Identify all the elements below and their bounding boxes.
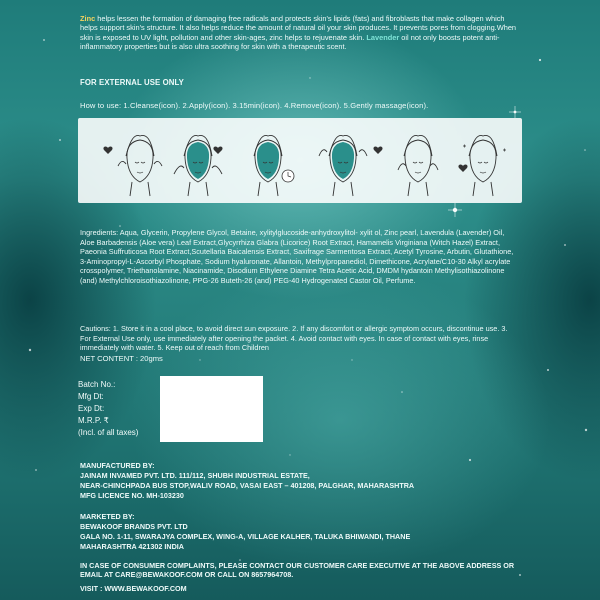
website-link[interactable]: VISIT : WWW.BEWAKOOF.COM	[80, 584, 187, 593]
steps-illustration	[78, 118, 522, 203]
how-to-use-label: How to use: 1.Cleanse(icon). 2.Apply(icon). 3.15min(icon). 4.Remove(icon). 5.Gently massage(icon).	[80, 101, 429, 110]
zinc-description: helps lessen the formation of damaging free radicals and protects skin's lipids (fats) and fibroblasts that make collagen which helps support skin's structure. It also helps reduce the amount of natural oil your skin produces. It prevents pores from clogging.When skin is exposed to UV light, pollution and other skin-ages, zinc helps to rejuvenate skin.	[80, 14, 517, 42]
marketer-address-line: GALA NO. 1-11, SWARAJYA COMPLEX, WING-A, VILLAGE KALHER, TALUKA BHIWANDI, THANE	[80, 532, 411, 541]
zinc-highlight: Zinc	[80, 14, 96, 23]
consumer-complaints-text: IN CASE OF CONSUMER COMPLAINTS, PLEASE CONTACT OUR CUSTOMER CARE EXECUTIVE AT THE ABOVE ADDRESS OR EMAIL AT CARE@BEWAKOOF.COM OR CALL ON 8657964708.	[80, 561, 515, 580]
how-to-use-illustration	[78, 118, 522, 203]
manufactured-by-title: MANUFACTURED BY:	[80, 461, 155, 470]
manufacturer-address-line: NEAR-CHINCHPADA BUS STOP,WALIV ROAD, VASAI EAST – 401208, PALGHAR, MAHARASHTRA	[80, 481, 415, 490]
intro-paragraph	[80, 14, 520, 52]
glowing-skin-icon	[463, 135, 506, 196]
lavender-description: oil not only boosts potent anti-inflammatory properties but is also ultra soothing for skin with a therapeutic scent.	[80, 32, 500, 52]
lavender-highlight: Lavender	[366, 32, 400, 42]
batch-number-label: Batch No.:	[78, 380, 116, 389]
marketed-by-title: MARKETED BY:	[80, 512, 135, 521]
marketer-address-line: MAHARASHTRA 421302 INDIA	[80, 542, 184, 551]
wait-15min-step-icon	[254, 135, 294, 196]
net-content: NET CONTENT : 20gms	[80, 354, 163, 363]
heart-icon	[373, 147, 382, 154]
cleanse-step-icon	[118, 135, 162, 196]
heart-icon	[103, 147, 112, 154]
exp-date-label: Exp Dt:	[78, 404, 105, 413]
taxes-note: (Incl. of all taxes)	[78, 428, 139, 437]
mfg-date-label: Mfg Dt:	[78, 392, 104, 401]
heart-icon	[213, 147, 222, 154]
manufacturer-licence: MFG LICENCE NO. MH-103230	[80, 491, 184, 500]
heart-icon	[458, 165, 467, 172]
remove-step-icon	[319, 135, 367, 196]
apply-step-icon	[174, 135, 222, 196]
cautions-text: Cautions: 1. Store it in a cool place, to avoid direct sun exposure. 2. If any discomfort or allergic symptom occurs, discontinue use. 3. For External Use only, use immediately after opening the packet. 4. Avoid contact with eyes. In case of contact with eyes, rinse immediately with water. 5. Keep out of reach from Children	[80, 324, 508, 353]
massage-step-icon	[398, 135, 438, 196]
batch-sticker-box	[160, 376, 263, 442]
marketer-name: BEWAKOOF BRANDS PVT. LTD	[80, 522, 188, 531]
external-use-heading: FOR EXTERNAL USE ONLY	[80, 78, 184, 87]
mrp-label: M.R.P. ₹	[78, 416, 109, 425]
ingredients-list: Ingredients: Aqua, Glycerin, Propylene Glycol, Betaine, xylitylglucoside-anhydroxylitol- xylit ol, Zinc pearl, Lavendula (Lavender) Oil, Aloe Barbadensis (Aloe vera) Leaf Extract,Glycyrrhiza Glabra (Licorice) Root Extract, Hamamelis Virginiana (Witch Hazel) Extract, Paeonia Suffruticosa Root Extract,Scutellaria Baicalensis Extract, Saxifrage Sarmentosa Extract, Acetyl Tyrosine, Arbutin, Glutathione, 3-Aminopropyl-L-Ascorbyl Phosphate, Sodium hyaluronate, Allantoin, Methylpropanediol, Dimethicone, Acrylate/C10-30 Alkyl acrylate crosspolymer, Triethanolamine, Niacinamide, Disodium Ethylene Diamine Tetra Acetic Acid, DMDM hydantoin Methylisothiazolinone (and) Methylchloroisothiazolinone, PPG-26 Buteth-26 (and) PEG-40 Hydrogenated Castor Oil, Perfume.	[80, 228, 514, 285]
manufacturer-address-line: JAINAM INVAMED PVT. LTD. 111/112, SHUBH INDUSTRIAL ESTATE,	[80, 471, 310, 480]
